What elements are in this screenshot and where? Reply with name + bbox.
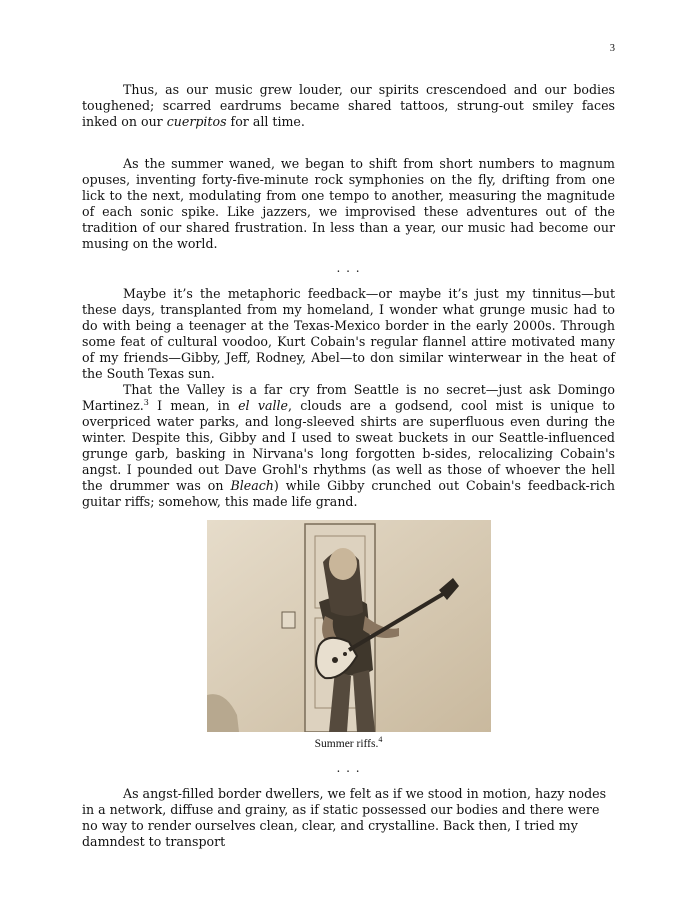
paragraph-4-italic-1: el valle (238, 398, 289, 413)
paragraph-1 (82, 82, 615, 130)
section-separator-2: . . . (336, 761, 361, 775)
paragraph-4-text-c: , clouds are a godsend, cool mist is unique to overpriced water parks, and long-sleeved shirts are superfluous even during the winter. Despite this, Gibby and I used to sweat buckets in our Seattle-influenced grunge garb, basking in Nirvana's long forgotten b-sides, relocalizing Cobain's angst. I pounded out Dave Grohl's rhythms (as well as those of whoever the hell the drummer was on (82, 398, 615, 493)
figure-caption (82, 736, 615, 752)
paragraph-4-text-b: I mean, in (148, 398, 239, 413)
paragraph-3: Maybe it’s the metaphoric feedback—or maybe it’s just my tinnitus—but these days, transplanted from my homeland, I wonder what grunge music had to do with being a teenager at the Texas-Mexico border in the early 2000s. Through some feat of cultural voodoo, Kurt Cobain's regular flannel attire motivated many of my friends—Gibby, Jeff, Rodney, Abel—to don similar winterwear in the heat of the South Texas sun. (82, 286, 615, 381)
footnote-ref-4[interactable]: 4 (378, 735, 383, 745)
paragraph-1-italic: cuerpitos (166, 114, 227, 129)
document-body (82, 82, 615, 850)
paragraph-1-text-b: for all time. (226, 114, 305, 129)
paragraph-4-italic-2: Bleach (230, 478, 274, 493)
section-separator: . . . (336, 261, 361, 275)
paragraph-1-text-a: Thus, as our music grew louder, our spirits crescendoed and our bodies toughened; scarred eardrums became shared tattoos, strung-out smiley faces inked on our (82, 82, 615, 129)
paragraph-4 (82, 382, 615, 510)
page-number: 3 (609, 43, 615, 54)
paragraph-4-text-a: That the Valley is a far cry from Seattle is no secret—just ask Domingo Martinez. (82, 382, 615, 413)
paragraph-5: As angst-filled border dwellers, we felt as if we stood in motion, hazy nodes in a network, diffuse and grainy, as if static possessed our bodies and there were no way to render ourselves clean, clear, and crystalline. Back then, I tried my damndest to transport (82, 786, 607, 849)
guitarist-photo (207, 520, 491, 732)
footnote-ref-3[interactable]: 3 (143, 397, 149, 407)
caption-text: Summer riffs. (314, 738, 379, 750)
paragraph-4-text-d: ) while Gibby crunched out Cobain's feedback-rich guitar riffs; somehow, this made life grand. (82, 478, 615, 509)
guitarist-photo-image (207, 520, 491, 732)
paragraph-2: As the summer waned, we began to shift from short numbers to magnum opuses, inventing forty-five-minute rock symphonies on the fly, drifting from one lick to the next, modulating from one tempo to another, measuring the magnitude of each sonic spike. Like jazzers, we improvised these adventures out of the tradition of our shared frustration. In less than a year, our music had become our musing on the world. (82, 156, 615, 251)
